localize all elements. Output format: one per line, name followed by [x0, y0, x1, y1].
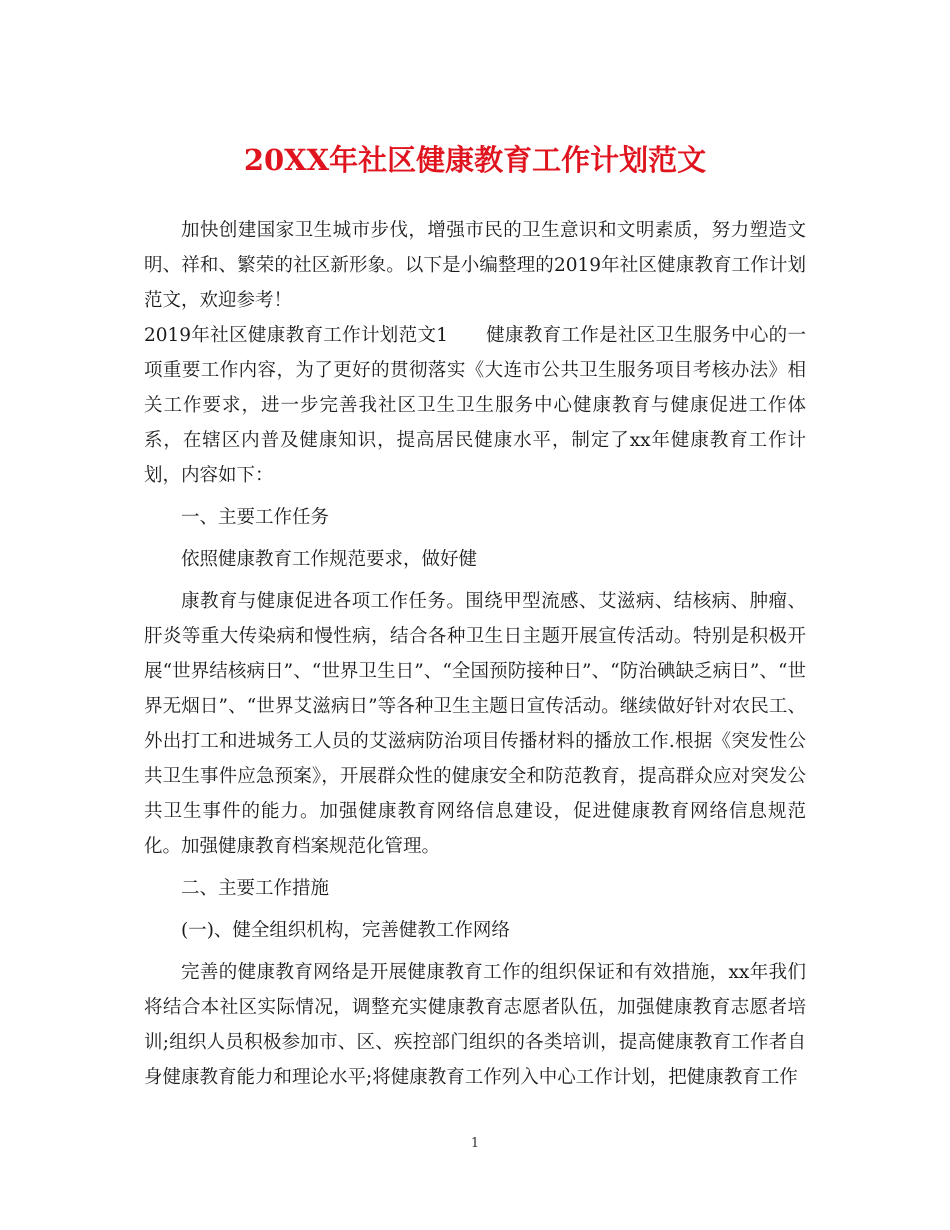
tasks-lead-paragraph: 依照健康教育工作规范要求，做好健: [181, 549, 478, 570]
document-title: 20XX年社区健康教育工作计划范文: [243, 143, 707, 177]
subsection-heading-organization: (一)、健全组织机构，完善健教工作网络: [181, 920, 510, 941]
organization-paragraph: 完善的健康教育网络是开展健康教育工作的组织保证和有效措施，xx年我们将结合本社区实际情况，调整充实健康教育志愿者队伍，加强健康教育志愿者培训;组织人员积极参加市、区、疾控部门组织的各类培训，提高健康教育工作者自身健康教育能力和理论水平;将健康教育工作列入中心工作计划，把健康教育工作: [144, 962, 806, 1088]
page-number: 1: [470, 1136, 480, 1151]
plan-paragraph: 2019年社区健康教育工作计划范文1 健康教育工作是社区卫生服务中心的一项重要工作内容，为了更好的贯彻落实《大连市公共卫生服务项目考核办法》相关工作要求，进一步完善我社区卫生卫生服务中心健康教育与健康促进工作体系，在辖区内普及健康知识，提高居民健康水平，制定了xx年健康教育工作计划，内容如下：: [144, 325, 806, 486]
section-heading-measures: 二、主要工作措施: [181, 878, 330, 899]
tasks-paragraph: 康教育与健康促进各项工作任务。围绕甲型流感、艾滋病、结核病、肿瘤、肝炎等重大传染病和慢性病，结合各种卫生日主题开展宣传活动。特别是积极开展“世界结核病日”、“世界卫生日”、“全国预防接种日”、“防治碘缺乏病日”、“世界无烟日”、“世界艾滋病日”等各种卫生主题日宣传活动。继续做好针对农民工、外出打工和进城务工人员的艾滋病防治项目传播材料的播放工作.根据《突发性公共卫生事件应急预案》，开展群众性的健康安全和防范教育，提高群众应对突发公共卫生事件的能力。加强健康教育网络信息建设，促进健康教育网络信息规范化。加强健康教育档案规范化管理。: [144, 591, 806, 857]
section-heading-tasks: 一、主要工作任务: [181, 507, 330, 528]
intro-paragraph: 加快创建国家卫生城市步伐，增强市民的卫生意识和文明素质，努力塑造文明、祥和、繁荣的社区新形象。以下是小编整理的2019年社区健康教育工作计划范文，欢迎参考！: [144, 220, 806, 311]
document-body: [144, 213, 806, 1095]
